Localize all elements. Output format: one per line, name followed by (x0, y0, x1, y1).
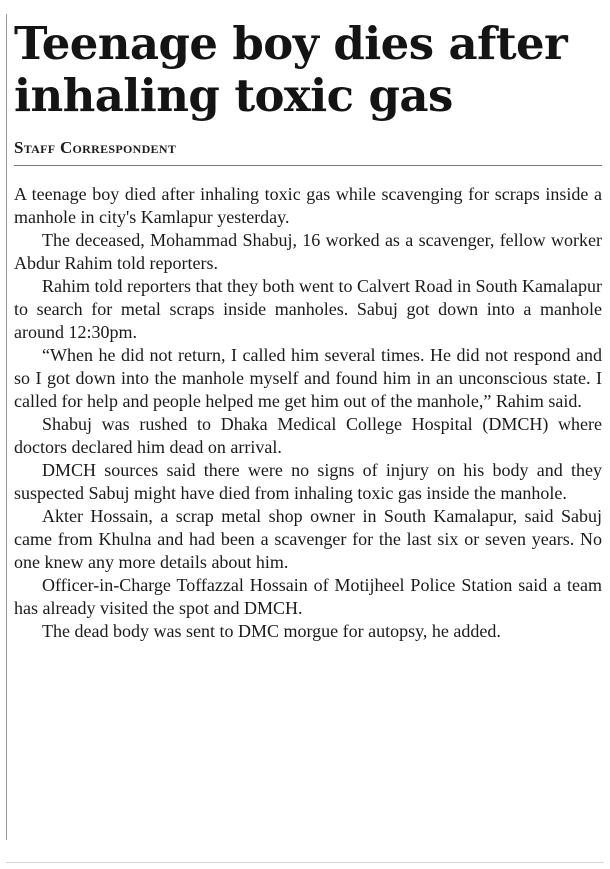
article-paragraph: The deceased, Mohammad Shabuj, 16 worked as a scavenger, fellow worker Abdur Rahim told reporters. (14, 230, 602, 273)
article-paragraph: Rahim told reporters that they both went to Calvert Road in South Kamalapur to search for metal scraps inside manholes. Sabuj got down into a manhole around 12:30pm. (14, 276, 602, 342)
article-paragraph: DMCH sources said there were no signs of injury on his body and they suspected Sabuj might have died from inhaling toxic gas inside the manhole. (14, 460, 602, 503)
article-paragraph: A teenage boy died after inhaling toxic gas while scavenging for scraps inside a manhole in city's Kamlapur yesterday. (14, 184, 602, 227)
article-paragraph: “When he did not return, I called him several times. He did not respond and so I got down into the manhole myself and found him in an unconscious state. I called for help and people helped me get him out of the manhole,” Rahim said. (14, 345, 602, 411)
article-paragraph: Shabuj was rushed to Dhaka Medical College Hospital (DMCH) where doctors declared him dead on arrival. (14, 414, 602, 457)
article-body (14, 183, 602, 643)
column-left-rule (6, 14, 7, 840)
article-paragraph: Akter Hossain, a scrap metal shop owner in South Kamalapur, said Sabuj came from Khulna and had been a scavenger for the last six or seven years. No one knew any more details about him. (14, 506, 602, 572)
page-bottom-rule (6, 862, 604, 863)
article-paragraph: The dead body was sent to DMC morgue for autopsy, he added. (42, 621, 501, 641)
byline-divider (14, 165, 602, 166)
article-paragraph: Officer-in-Charge Toffazzal Hossain of Motijheel Police Station said a team has already visited the spot and DMCH. (14, 575, 602, 618)
news-article (14, 18, 604, 643)
article-byline: Staff Correspondent (14, 138, 177, 157)
article-headline: Teenage boy dies after inhaling toxic gas (14, 17, 568, 122)
